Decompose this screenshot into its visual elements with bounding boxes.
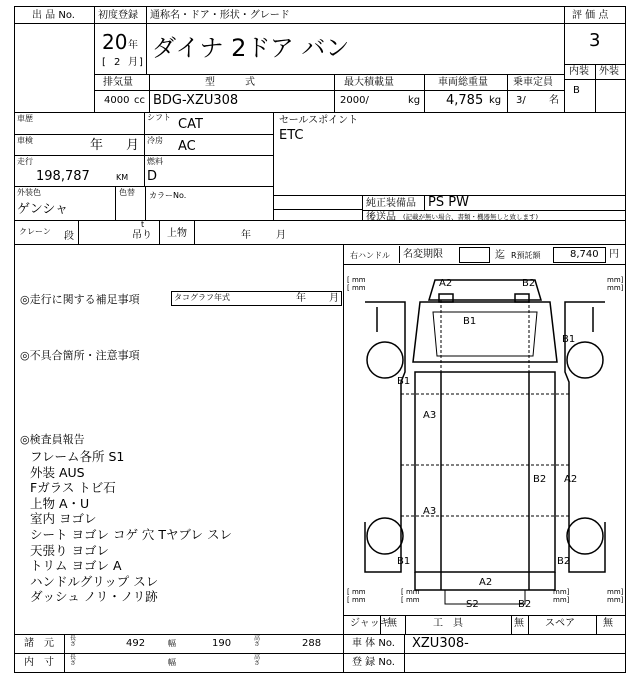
fuel-value: D	[147, 169, 158, 184]
damage-mark: A2	[479, 577, 493, 588]
measurement-bracket: [ mm	[347, 276, 366, 284]
crane-label: クレーン	[19, 227, 51, 236]
first-reg-year: 20	[102, 30, 128, 54]
car-name: ダイナ 2ドア バン	[152, 34, 350, 62]
damage-mark: B1	[397, 376, 411, 387]
inspector-report-line: 上物 A・U	[30, 495, 90, 511]
inspector-report-line: フレーム各所 S1	[30, 449, 125, 464]
capacity-label: 乗車定員	[513, 77, 553, 88]
damage-mark: B2	[522, 278, 536, 289]
history-label: 車歴	[17, 114, 33, 123]
damage-mark: B1	[397, 556, 411, 567]
upper-month-unit: 月	[276, 230, 286, 241]
displacement-unit: cc	[134, 95, 145, 106]
defects-label: ◎不具合箇所・注意事項	[20, 349, 140, 362]
first-reg-month: 2	[114, 57, 121, 68]
crane-step-unit: 段	[64, 231, 74, 242]
grade-label: 評 価 点	[572, 10, 609, 21]
damage-mark: A3	[423, 506, 437, 517]
year-unit: 年	[128, 40, 138, 51]
inner-width-label: 幅	[168, 658, 176, 667]
color-label: 外装色	[17, 188, 41, 197]
name-change-label: 名変期限	[403, 249, 443, 260]
inspector-report-line: Fガラス トビ石	[30, 480, 116, 496]
month-unit: 月	[128, 57, 138, 68]
inspector-report-line: 外装 AUS	[30, 464, 85, 480]
height-label: 高さ	[254, 635, 261, 648]
measurement-bracket: [ mm	[347, 284, 366, 292]
damage-mark: A2	[564, 474, 578, 485]
displacement-value: 4000	[104, 95, 130, 106]
shift-label: シフト	[147, 113, 171, 122]
tachograph-year-unit: 年	[296, 293, 306, 304]
inspector-report-line: ハンドルグリップ スレ	[30, 573, 159, 589]
jack-value: 無	[387, 618, 397, 629]
jack-label: ジャッキ	[350, 618, 390, 629]
month-bracket-open: [	[102, 57, 106, 68]
damage-mark: B1	[562, 334, 576, 345]
name-change-unit: 迄	[495, 250, 505, 261]
truck-damage-diagram	[345, 272, 625, 610]
capacity-value: 3/	[516, 95, 526, 106]
crane-ton-unit: t	[141, 220, 145, 229]
recycle-unit: 円	[609, 249, 619, 260]
model-label: 型 式	[205, 77, 255, 88]
gross-weight-label: 車両総重量	[438, 77, 488, 88]
measurement-bracket: [ mm	[401, 588, 420, 596]
crane-lift-unit: 吊り	[132, 230, 152, 241]
spec-label: 諸 元	[24, 638, 54, 649]
width-value: 190	[212, 638, 232, 649]
chassis-value: XZU308-	[412, 636, 469, 651]
gross-weight-value: 4,785	[446, 93, 484, 108]
color-no-label: カラーNo.	[149, 191, 187, 200]
max-load-value: 2000/	[340, 95, 369, 106]
inspector-report-line: トリム ヨゴレ A	[30, 558, 122, 574]
damage-mark: A3	[423, 410, 437, 421]
damage-mark: B2	[533, 474, 547, 485]
inspector-report-line: 天張り ヨゴレ	[30, 542, 109, 558]
handle-label: 右ハンドル	[350, 251, 390, 260]
gross-weight-unit: kg	[489, 95, 502, 106]
max-load-label: 最大積載量	[344, 77, 394, 88]
width-label: 幅	[168, 639, 176, 648]
sales-point-label: セールスポイント	[279, 115, 359, 126]
model-value: BDG-XZU308	[153, 93, 239, 108]
inspector-report-line: ダッシュ ノリ・ノリ跡	[30, 589, 158, 605]
measurement-bracket: mm]	[553, 588, 570, 596]
inspection-label: 車検	[17, 136, 33, 145]
equipment-label: 純正装備品	[366, 198, 416, 209]
measurement-bracket: [ mm	[347, 588, 366, 596]
ac-label: 冷房	[147, 136, 163, 145]
damage-mark: B2	[518, 599, 532, 610]
color-value: ゲンシャ	[17, 202, 69, 217]
name-label: 通称名・ドア・形状・グレード	[150, 10, 290, 21]
recycle-value: 8,740	[570, 249, 599, 260]
length-label: 長さ	[70, 635, 77, 648]
measurement-bracket: mm]	[553, 596, 570, 604]
measurement-bracket: [ mm	[347, 596, 366, 604]
equipment-value: PS PW	[428, 195, 469, 210]
inspector-report-list	[30, 449, 330, 605]
measurement-bracket: mm]	[607, 588, 624, 596]
month-bracket-close: ]	[139, 57, 143, 68]
chassis-label: 車 体 No.	[352, 638, 395, 649]
inspector-report-line: シート ヨゴレ コゲ 穴 Tヤブレ スレ	[30, 526, 233, 542]
tachograph-month-unit: 月	[329, 293, 339, 304]
damage-mark: A2	[439, 278, 453, 289]
length-value: 492	[126, 638, 146, 649]
inspector-label: ◎検査員報告	[20, 433, 85, 446]
spare-value: 無	[603, 618, 613, 629]
first-reg-label: 初度登録	[98, 10, 138, 21]
spare-label: スペア	[545, 618, 575, 629]
ac-value: AC	[178, 139, 196, 154]
shift-value: CAT	[178, 117, 203, 132]
damage-mark: B1	[463, 316, 477, 327]
lot-no-label: 出 品 No.	[32, 10, 75, 21]
accessories-label: 後送品	[366, 212, 396, 223]
measurement-bracket: mm]	[607, 284, 624, 292]
overall-score: 3	[589, 30, 601, 51]
inspection-month-unit: 月	[126, 138, 140, 153]
measurement-bracket: mm]	[607, 276, 624, 284]
fuel-label: 燃料	[147, 157, 163, 166]
mileage-label: 走行	[17, 157, 33, 166]
inspection-year-unit: 年	[90, 138, 104, 153]
reg-label: 登 録 No.	[352, 657, 395, 668]
max-load-unit: kg	[408, 95, 421, 106]
inner-label: 内 寸	[24, 657, 54, 668]
upper-label: 上物	[167, 228, 187, 239]
tools-label: 工 具	[433, 618, 463, 629]
sales-point-value: ETC	[279, 128, 304, 143]
interior-label: 内装	[569, 66, 589, 77]
recycle-label: R預託額	[511, 251, 541, 260]
height-value: 288	[302, 638, 322, 649]
driving-notes-label: ◎走行に関する補足事項	[20, 293, 140, 306]
interior-score: B	[573, 85, 580, 96]
upper-year-unit: 年	[241, 230, 251, 241]
exterior-label: 外装	[599, 66, 619, 77]
inner-height-label: 高さ	[254, 654, 261, 667]
displacement-label: 排気量	[103, 77, 133, 88]
mileage-value: 198,787	[36, 169, 90, 184]
tachograph-label: タコグラフ年式	[174, 293, 230, 302]
capacity-unit: 名	[549, 95, 559, 106]
inner-length-label: 長さ	[70, 654, 77, 667]
measurement-bracket: [ mm	[401, 596, 420, 604]
measurement-bracket: mm]	[607, 596, 624, 604]
inspector-report-line: 室内 ヨゴレ	[30, 511, 97, 527]
accessories-note: (記載が無い場合、書類・機器無しと致します)	[403, 213, 539, 221]
tools-value: 無	[514, 618, 524, 629]
damage-mark: S2	[466, 599, 479, 610]
damage-mark: B2	[557, 556, 571, 567]
mileage-unit: KM	[116, 173, 129, 182]
color-code-label: 色替	[119, 188, 135, 197]
